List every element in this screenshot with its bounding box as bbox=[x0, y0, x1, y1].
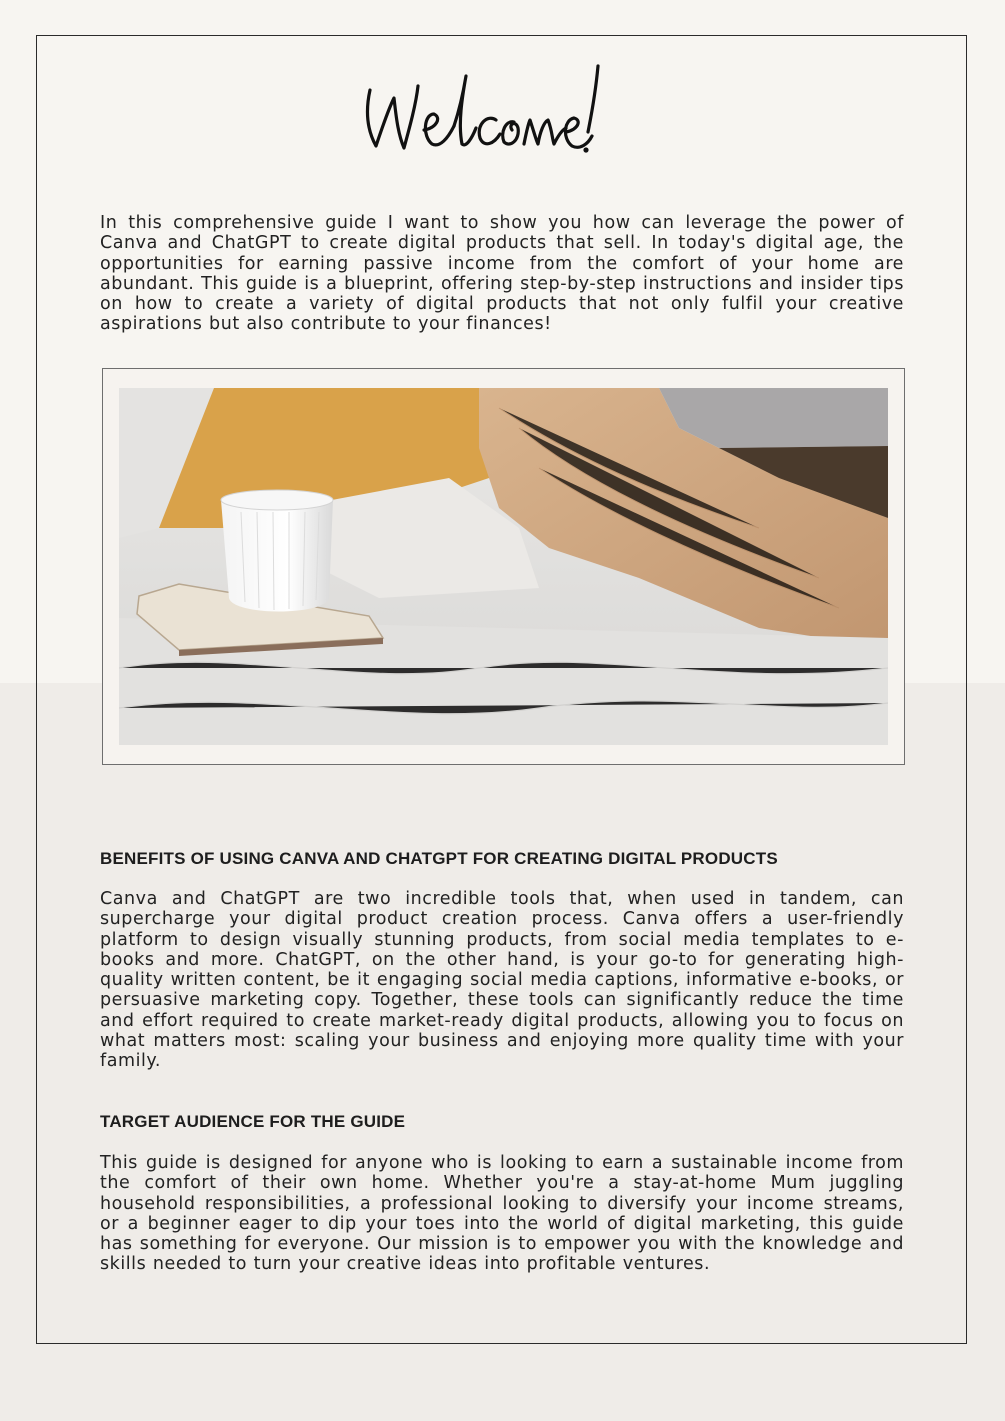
photo-icon bbox=[119, 388, 888, 745]
welcome-title bbox=[0, 58, 1005, 168]
benefits-heading: BENEFITS OF USING CANVA AND CHATGPT FOR CREATING DIGITAL PRODUCTS bbox=[100, 849, 778, 868]
target-audience-paragraph: This guide is designed for anyone who is looking to earn a sustainable income from the comfort of their own home. Whether you're a stay-at-home Mum juggling household responsibilities, a professional looking to diversify your income streams, or a beginner eager to dip your toes into the world of digital marketing, this guide has something for everyone. Our mission is to empower you with the knowledge and skills needed to turn your creative ideas into profitable ventures. bbox=[100, 1153, 904, 1275]
intro-paragraph: In this comprehensive guide I want to show you how can leverage the power of Canva and ChatGPT to create digital products that sell. In today's digital age, the opportunities for earning passive income from the comfort of your home are abundant. This guide is a blueprint, offering step-by-step instructions and insider tips on how to create a variety of digital products that not only fulfil your creative aspirations but also contribute to your finances! bbox=[100, 213, 904, 335]
target-audience-heading: TARGET AUDIENCE FOR THE GUIDE bbox=[100, 1112, 406, 1131]
benefits-paragraph: Canva and ChatGPT are two incredible tools that, when used in tandem, can supercharge your digital product creation process. Canva offers a user-friendly platform to design visually stunning products, from social media templates to e-books and more. ChatGPT, on the other hand, is your go-to for generating high-quality written content, be it engaging social media captions, informative e-books, or persuasive marketing copy. Together, these tools can significantly reduce the time and effort required to create market-ready digital products, allowing you to focus on what matters most: scaling your business and enjoying more quality time with your family. bbox=[100, 889, 904, 1072]
photo-frame bbox=[102, 368, 905, 765]
welcome-script-logo bbox=[352, 58, 652, 168]
